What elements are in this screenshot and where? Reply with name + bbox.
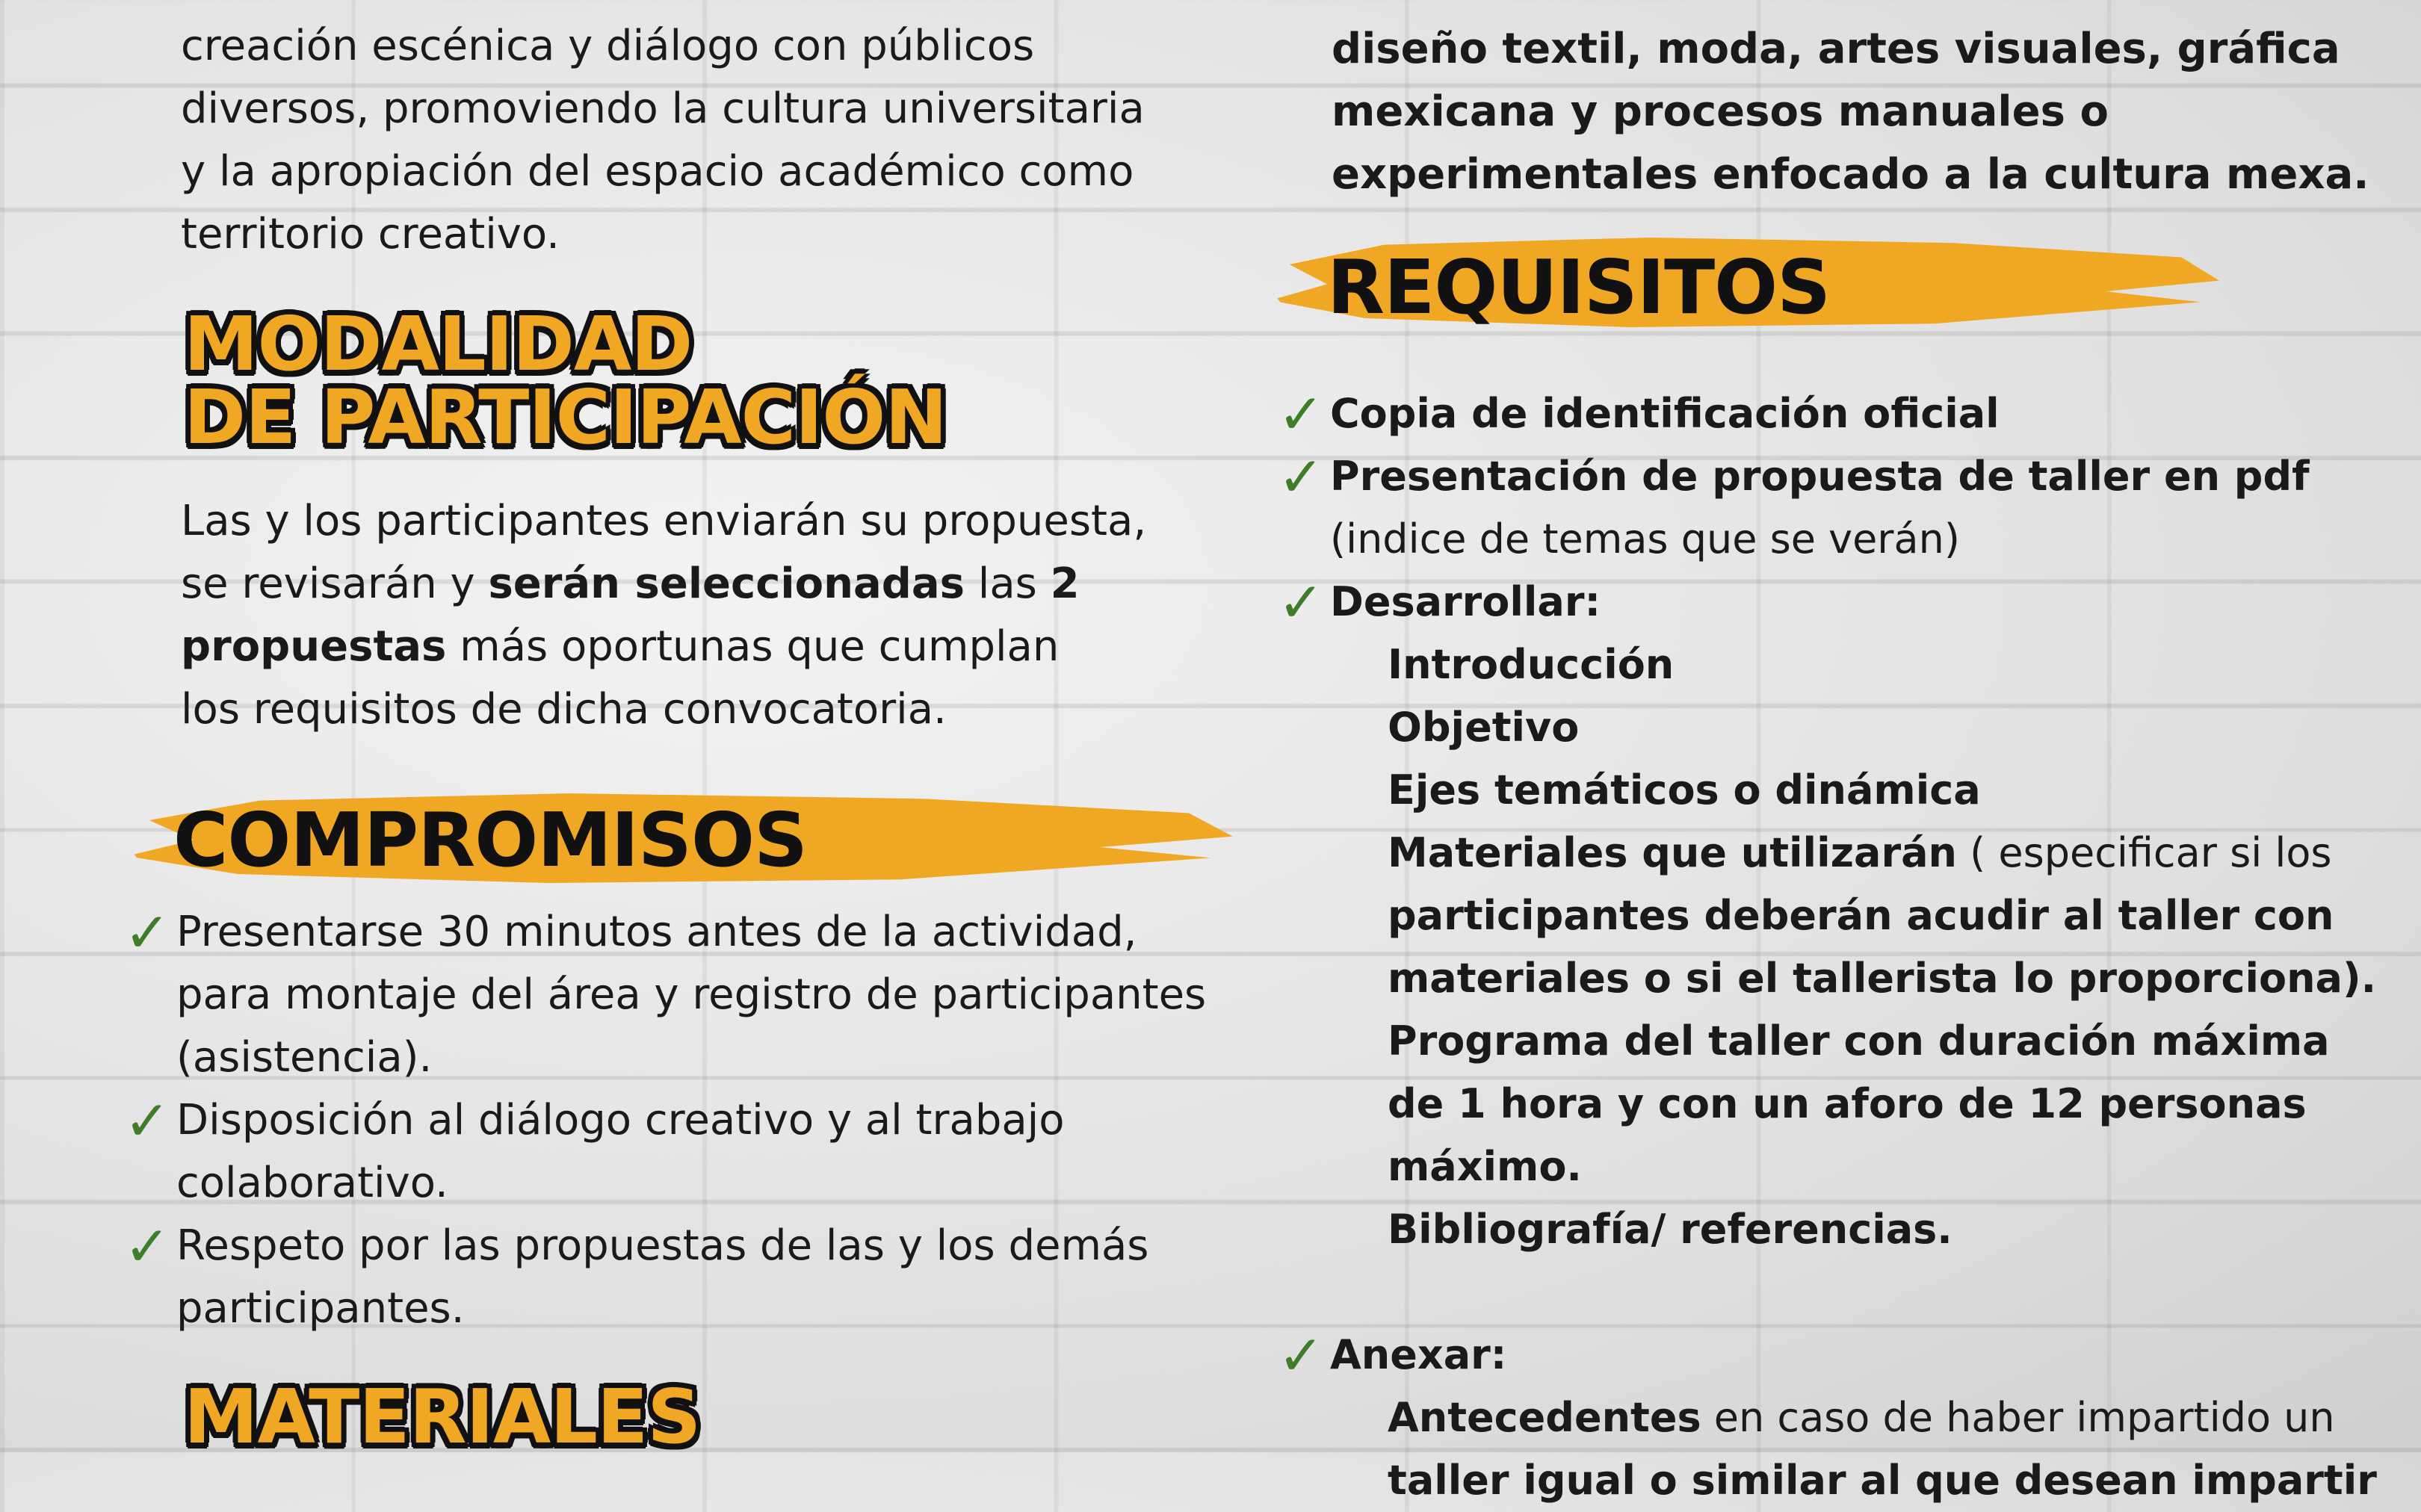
sublist-item: Bibliografía/ referencias. <box>1388 1206 1952 1253</box>
sublist-item: Programa del taller con duración máxima <box>1388 1017 2330 1065</box>
intro-line: mexicana y procesos manuales o <box>1332 87 2109 136</box>
sublist-line: taller igual o similar al que desean impartir <box>1388 1457 2377 1504</box>
sublist-item: Introducción <box>1388 641 1675 688</box>
bold-span: Materiales que utilizarán <box>1388 829 1957 876</box>
intro-line: y la apropiación del espacio académico como <box>181 147 1134 196</box>
check-icon: ✓ <box>124 1215 171 1279</box>
requisito-item <box>1278 382 2399 445</box>
item-line: Presentación de propuesta de taller en pdf <box>1330 453 2310 500</box>
modalidad-line <box>181 553 1227 616</box>
sublist-line: de 1 hora y con un aforo de 12 personas máximo. <box>1388 1080 2307 1190</box>
intro-line: experimentales enfocado a la cultura mexa. <box>1332 150 2369 199</box>
text-span: ( especificar si los <box>1956 829 2332 876</box>
item-line: para montaje del área y registro de participantes <box>176 970 1207 1019</box>
sublist-item: Objetivo <box>1388 704 1580 751</box>
bold-span: Antecedentes <box>1388 1394 1701 1441</box>
requisito-item <box>1278 445 2399 571</box>
compromisos-title: COMPROMISOS <box>173 796 807 884</box>
compromiso-item <box>124 901 1215 1089</box>
modalidad-line: Las y los participantes enviarán su propuesta, <box>181 497 1147 545</box>
text-span: más oportunas que cumplan <box>446 622 1060 671</box>
sublist-item <box>1388 822 2399 884</box>
item-line: Anexar: <box>1330 1331 1507 1378</box>
check-icon: ✓ <box>1278 382 1325 447</box>
requisitos-list <box>1278 382 2399 1512</box>
sublist-item: Ejes temáticos o dinámica <box>1388 766 1981 814</box>
modalidad-line <box>181 616 1227 678</box>
sublist-line: materiales o si el tallerista lo proporciona). <box>1388 955 2377 1002</box>
compromiso-item <box>124 1215 1215 1340</box>
item-line: Respeto por las propuestas de las y los demás <box>176 1221 1149 1270</box>
check-icon: ✓ <box>1278 1324 1325 1388</box>
modalidad-paragraph <box>181 490 1227 741</box>
compromisos-list <box>124 901 1215 1340</box>
item-line: colaborativo. <box>176 1159 448 1207</box>
item-line: (indice de temas que se verán) <box>1330 515 1960 563</box>
requisito-item <box>1278 571 2399 1261</box>
sublist-line: participantes deberán acudir al taller con <box>1388 892 2334 939</box>
desarrollar-sublist <box>1330 633 2399 1261</box>
intro-paragraph-right <box>1332 18 2408 206</box>
intro-line: diversos, promoviendo la cultura universitaria <box>181 84 1145 133</box>
intro-line: creación escénica y diálogo con públicos <box>181 22 1035 70</box>
intro-line: diseño textil, moda, artes visuales, gráfica <box>1332 25 2340 73</box>
modalidad-line: los requisitos de dicha convocatoria. <box>181 685 947 734</box>
anexar-sublist <box>1330 1386 2399 1512</box>
text-span: las <box>964 560 1051 608</box>
sublist-item <box>1388 1386 2399 1449</box>
check-icon: ✓ <box>124 1089 171 1153</box>
left-column <box>0 0 1240 1460</box>
item-line: Copia de identificación oficial <box>1330 390 2000 437</box>
item-line: Disposición al diálogo creativo y al trabajo <box>176 1096 1065 1144</box>
text-span: en caso de haber impartido un <box>1701 1394 2335 1441</box>
bold-span: serán seleccionadas <box>488 560 965 608</box>
check-icon: ✓ <box>1278 571 1325 635</box>
right-column <box>1240 0 2421 1504</box>
check-icon: ✓ <box>1278 445 1325 509</box>
requisito-item <box>1278 1324 2399 1512</box>
modalidad-title-line2: DE PARTICIPACIÓN <box>184 374 947 461</box>
bold-span: 2 <box>1050 560 1080 608</box>
modalidad-title <box>184 300 947 461</box>
item-line: Presentarse 30 minutos antes de la actividad, <box>176 908 1137 956</box>
text-span: se revisarán y <box>181 560 489 608</box>
intro-line: territorio creativo. <box>181 210 560 258</box>
intro-paragraph-left <box>181 15 1212 266</box>
check-icon: ✓ <box>124 901 171 965</box>
requisitos-title: REQUISITOS <box>1327 244 1831 331</box>
modalidad-title-line1: MODALIDAD <box>184 300 693 388</box>
item-line: Desarrollar: <box>1330 578 1601 625</box>
item-line: (asistencia). <box>176 1033 433 1082</box>
item-line: participantes. <box>176 1284 465 1333</box>
materiales-title: MATERIALES <box>184 1373 701 1460</box>
compromiso-item <box>124 1089 1215 1215</box>
bold-span: propuestas <box>181 622 447 671</box>
